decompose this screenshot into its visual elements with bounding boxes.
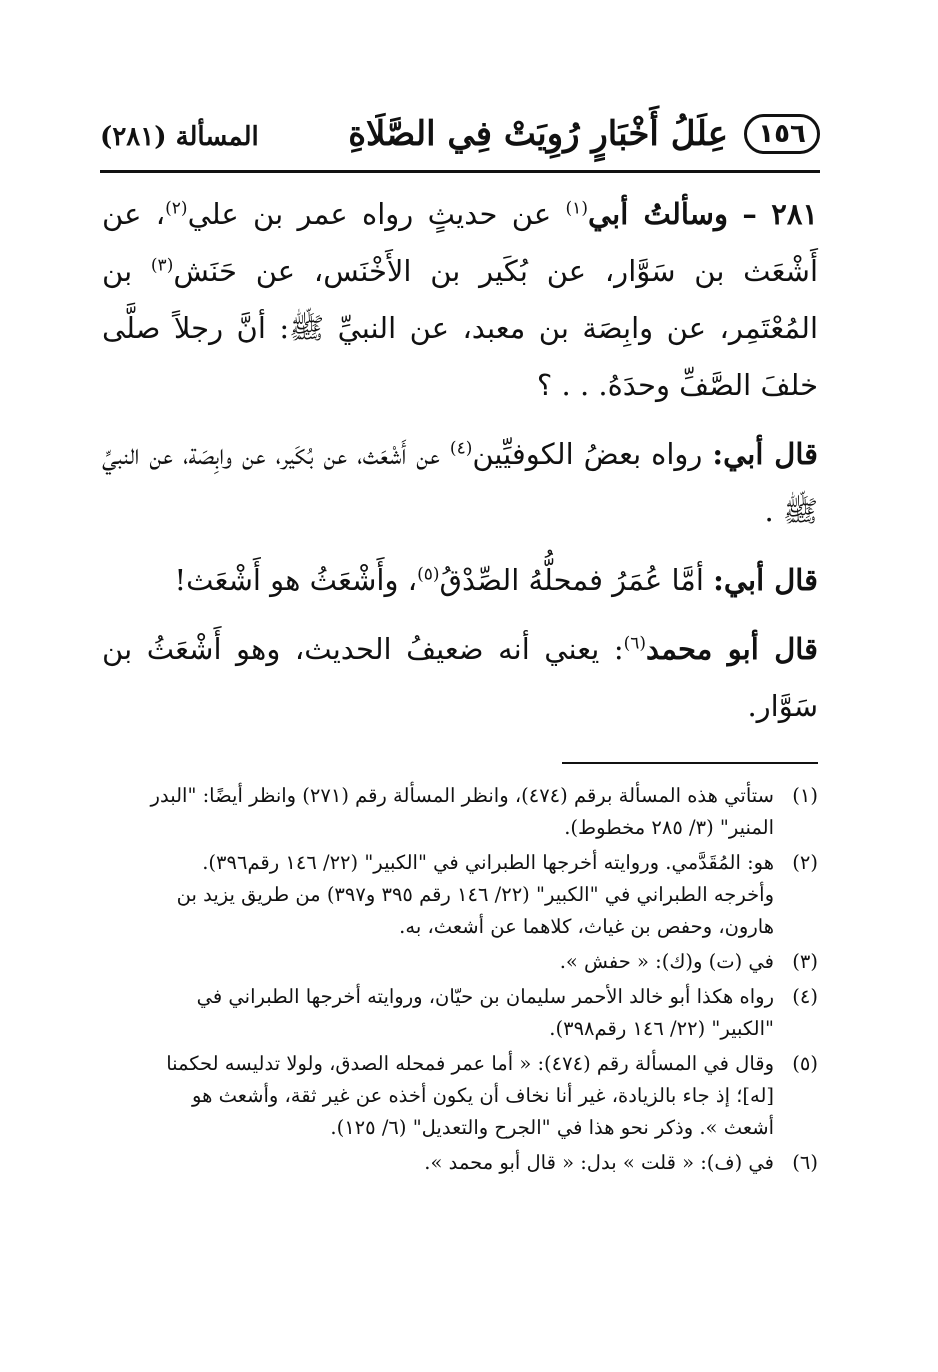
footnote-line: [له]؛ إذ جاء بالزيادة، غير أنا نخاف أن يكون أخذه عن غير ثقة، وأشعث هو — [192, 1084, 774, 1107]
answer-3-lead: قال أبو محمد — [646, 632, 818, 666]
page-number: ١٥٦ — [758, 119, 806, 149]
footnote-line: أشعث ». وذكر نحو هذا في "الجرح والتعديل" (٦/ ١٢٥). — [330, 1116, 774, 1139]
footnote-number: (٣) — [792, 950, 818, 973]
paragraph-answer-2 — [102, 552, 818, 609]
running-title: عِلَلُ أَخْبَارٍ رُوِيَتْ فِي الصَّلَاةِ — [348, 114, 728, 154]
footnote-text — [102, 981, 774, 1045]
footnote-5 — [102, 1048, 818, 1144]
answer-1-text-1: رواه بعضُ الكوفيِّين — [472, 437, 703, 471]
answer-3-text: : يعني أنه ضعيفُ الحديث، وهو أَشْعَثُ بن سَوَّار. — [102, 632, 818, 723]
answer-2-lead: قال أبي: — [713, 563, 818, 597]
footnote-number: (٦) — [792, 1151, 818, 1174]
footnote-2 — [102, 847, 818, 943]
question-text-2: ، عن أَشْعَث بن سَوَّار، عن بُكَير بن الأَخْنَس، عن حَنَش — [102, 197, 818, 288]
answer-2-text-2: ، وأَشْعَثُ هو أَشْعَث! — [174, 563, 418, 597]
footnote-line: المنير" (٣/ ٢٨٥ مخطوط). — [564, 816, 774, 839]
footnotes-list — [102, 780, 818, 1182]
footnote-line: هو: المُقَدَّمي. وروايته أخرجها الطبراني في "الكبير" (٢٢/ ١٤٦ رقم٣٩٦). — [202, 851, 774, 874]
footnote-text — [102, 946, 774, 978]
footnote-3 — [102, 946, 818, 978]
footnote-ref-5[interactable]: (٥) — [417, 564, 440, 585]
footnote-line: هارون، وحفص بن غياث، كلاهما عن أشعث، به. — [399, 915, 774, 938]
footnote-ref-4[interactable]: (٤) — [449, 438, 473, 459]
question-text-3: بن المُعْتَمِر، عن وابِصَة بن معبد، عن النبيِّ ﷺ: أنَّ رجلاً صلَّى خلفَ الصَّفِّ وحدَهُ. . . ؟ — [102, 254, 818, 402]
paragraph-answer-1 — [102, 426, 818, 540]
footnote-ref-6[interactable]: (٦) — [623, 633, 647, 654]
footnote-text — [102, 1147, 774, 1179]
answer-2-text-1: أمَّا عُمَرُ فمحلُّهُ الصِّدْقُ — [439, 563, 704, 597]
footnote-divider — [562, 762, 818, 764]
footnote-ref-2[interactable]: (٢) — [165, 198, 188, 219]
footnote-6 — [102, 1147, 818, 1179]
footnote-1 — [102, 780, 818, 844]
main-text — [102, 186, 818, 735]
footnote-line: "الكبير" (٢٢/ ١٤٦ رقم٣٩٨). — [549, 1017, 774, 1040]
footnote-line: في (ت) و(ك): « حفش ». — [559, 950, 774, 973]
page-number-badge — [744, 114, 820, 154]
footnote-text — [102, 847, 774, 943]
footnote-number: (١) — [792, 784, 818, 807]
header-divider — [100, 170, 820, 173]
page-header — [100, 108, 820, 168]
footnote-line: رواه هكذا أبو خالد الأحمر سليمان بن حيّان، وروايته أخرجها الطبراني في — [196, 985, 774, 1008]
footnote-ref-3[interactable]: (٣) — [150, 255, 174, 276]
question-text-1: عن حديثٍ رواه عمر بن علي — [187, 197, 552, 231]
footnote-line: وقال في المسألة رقم (٤٧٤): « أما عمر فمحله الصدق، ولولا تدليسه لحكمنا — [166, 1052, 774, 1075]
paragraph-answer-3 — [102, 621, 818, 735]
issue-number: ٢٨١ — [771, 197, 818, 231]
footnote-number: (٢) — [792, 851, 818, 874]
footnote-line: ستأتي هذه المسألة برقم (٤٧٤)، وانظر المسألة رقم (٢٧١) وانظر أيضًا: "البدر — [150, 784, 774, 807]
footnote-line: في (ف): « قلت » بدل: « قال أبو محمد ». — [424, 1151, 774, 1174]
footnote-line: وأخرجه الطبراني في "الكبير" (٢٢/ ١٤٦ رقم ٣٩٥ و٣٩٧) من طريق يزيد بن — [176, 883, 774, 906]
footnote-number: (٤) — [792, 985, 818, 1008]
footnote-text — [102, 780, 774, 844]
issue-label: المسألة (٢٨١) — [100, 122, 259, 152]
question-lead: وسألتُ أبي — [587, 197, 728, 231]
answer-1-text-2: عن أَشْعَث، عن بُكَير، عن وابِصَة، عن النبيِّ ﷺ . — [102, 437, 818, 528]
footnote-number: (٥) — [792, 1052, 818, 1075]
footnote-4 — [102, 981, 818, 1045]
footnote-text — [102, 1048, 774, 1144]
paragraph-question — [102, 186, 818, 414]
footnote-ref-1[interactable]: (١) — [565, 198, 588, 219]
dash: – — [742, 197, 757, 231]
answer-1-lead: قال أبي: — [712, 437, 819, 471]
